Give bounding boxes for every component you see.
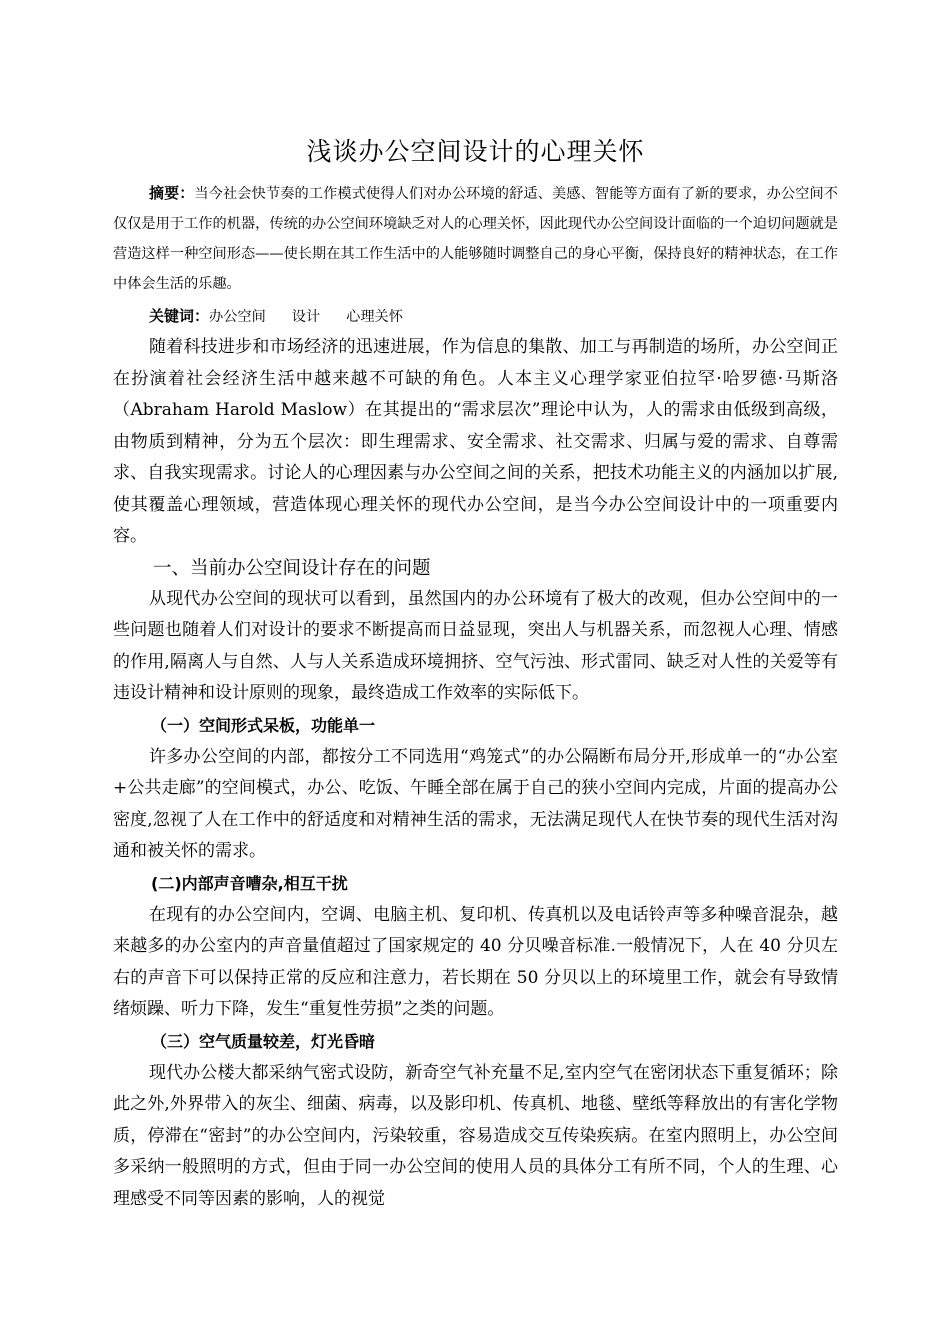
keywords-label: 关键词： (149, 307, 210, 325)
intro-paragraph: 随着科技进步和市场经济的迅速进展，作为信息的集散、加工与再制造的场所，办公空间正在扮演着社会经济生活中越来越不可缺的角色。人本主义心理学家亚伯拉罕·哈罗德·马斯洛（Abraham Harold Maslow）在其提出的“需求层次”理论中认为，人的需求由低级到高级，由物质到精神，分为五个层次：即生理需求、安全需求、社交需求、归属与爱的需求、自尊需求、自我实现需求。讨论人的心理因素与办公空间之间的关系，把技术功能主义的内涵加以扩展,使其覆盖心理领域，营造体现心理关怀的现代办公空间，是当今办公空间设计中的一项重要内容。 (113, 337, 838, 546)
section-intro-paragraph: 从现代办公空间的现状可以看到，虽然国内的办公环境有了极大的改观，但办公空间中的一些问题也随着人们对设计的要求不断提高而日益显现，突出人与机器关系，而忽视人心理、情感的作用,隔离人与自然、人与人关系造成环境拥挤、空气污浊、形式雷同、缺乏对人性的关爱等有违设计精神和设计原则的现象，最终造成工作效率的实际低下。 (113, 588, 838, 703)
abstract-text: 当今社会快节奏的工作模式使得人们对办公环境的舒适、美感、智能等方面有了新的要求，办公空间不仅仅是用于工作的机器，传统的办公空间环境缺乏对人的心理关怀，因此现代办公空间设计面临的一个迫切问题就是营造这样一种空间形态——使长期在其工作生活中的人能够随时调整自己的身心平衡，保持良好的精神状态，在工作中体会生活的乐趣。 (113, 186, 838, 292)
abstract-label: 摘要： (149, 184, 195, 202)
section-heading: 一、当前办公空间设计存在的问题 (153, 557, 431, 579)
subsection-paragraph: 在现有的办公空间内，空调、电脑主机、复印机、传真机以及电话铃声等多种噪音混杂，越来越多的办公室内的声音量值超过了国家规定的 40 分贝噪音标准.一般情况下，人在 40 分贝左右的声音下可以保持正常的反应和注意力，若长期在 50 分贝以上的环境里工作，就会有导致情绪烦躁、听力下降，发生“重复性劳损”之类的问题。 (113, 904, 838, 1019)
keyword-item: 心理关怀 (346, 309, 403, 325)
abstract (113, 178, 838, 299)
subsection-heading: （三）空气质量较差，灯光昏暗 (151, 1031, 376, 1051)
subsection-paragraph: 许多办公空间的内部，都按分工不同选用“鸡笼式”的办公隔断布局分开,形成单一的“办公室+公共走廊”的空间模式，办公、吃饭、午睡全部在属于自己的狭小空间内完成，片面的提高办公密度,忽视了人在工作中的舒适度和对精神生活的需求，无法满足现代人在快节奏的现代生活对沟通和被关怀的需求。 (113, 746, 838, 861)
subsection-heading: （一）空间形式呆板，功能单一 (151, 715, 376, 735)
keywords (149, 301, 838, 332)
document-page (113, 128, 838, 1215)
page-title: 浅谈办公空间设计的心理关怀 (306, 137, 645, 166)
subsection-paragraph: 现代办公楼大都采纳气密式设防，新奇空气补充量不足,室内空气在密闭状态下重复循环；除此之外,外界带入的灰尘、细菌、病毒，以及影印机、传真机、地毯、壁纸等释放出的有害化学物质，停滞在“密封”的办公空间内，污染较重，容易造成交互传染疾病。在室内照明上，办公空间多采纳一般照明的方式，但由于同一办公空间的使用人员的具体分工有所不同，个人的生理、心理感受不同等因素的影响，人的视觉 (113, 1062, 838, 1209)
keyword-item: 设计 (291, 309, 321, 325)
subsection-heading: (二)内部声音嘈杂,相互干扰 (151, 873, 348, 893)
keyword-item: 办公空间 (209, 309, 266, 325)
